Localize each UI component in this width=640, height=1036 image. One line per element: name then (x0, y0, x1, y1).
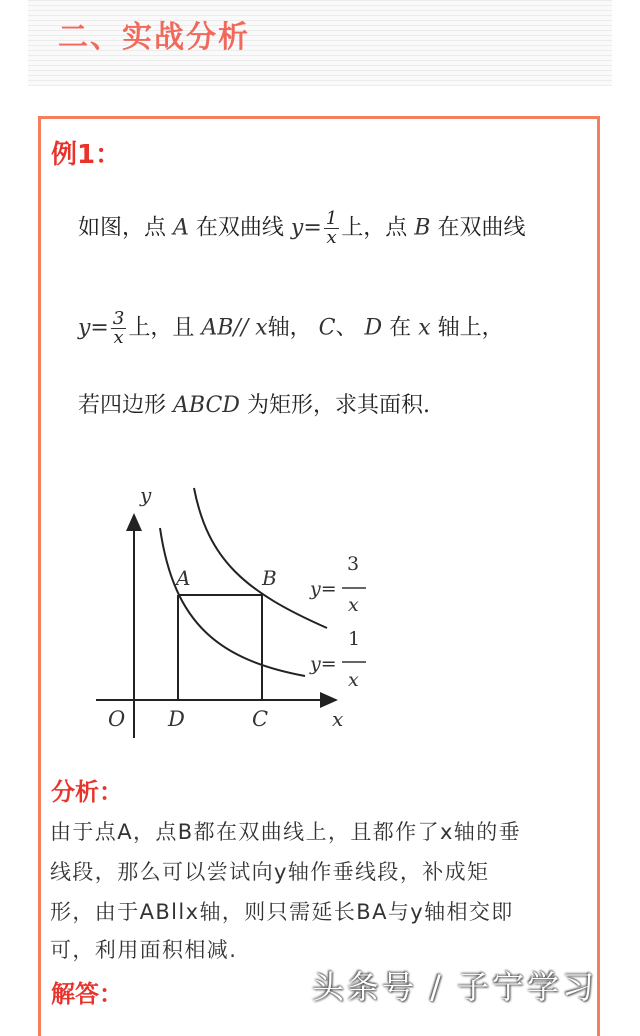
fraction-numerator: 3 (112, 308, 125, 329)
curve3-y-label: y= (310, 578, 337, 600)
point-b: B (414, 215, 431, 241)
quadrilateral-abcd: ABCD (173, 393, 240, 418)
example-label: 例1： (51, 140, 122, 170)
curve1-den: x (348, 669, 359, 691)
y-equals: y= (290, 215, 322, 241)
text: 、 (335, 315, 358, 341)
axis-y-label: y (140, 483, 152, 507)
curve3-den: x (348, 594, 359, 616)
point-c-label: C (252, 707, 269, 731)
curve1-num: 1 (348, 628, 361, 650)
problem-line-3 (78, 388, 430, 419)
fraction-1-over-x (324, 210, 339, 247)
fraction-denominator: x (326, 227, 337, 248)
analysis-line-3: 形，由于ABllx轴，则只需延长BA与y轴相交即 (50, 900, 514, 924)
point-a-label: A (176, 566, 191, 590)
text: 如图，点 (78, 215, 167, 241)
fraction-denominator: x (113, 327, 124, 348)
text: 为矩形，求其面积. (246, 393, 430, 418)
text: 在双曲线 (437, 215, 526, 241)
x-var: x (418, 315, 431, 341)
segment-ab: AB (201, 315, 234, 341)
text: 上，且 (128, 315, 195, 341)
watermark: 头条号 / 子宁学习 (312, 968, 598, 1006)
point-d-label: D (168, 707, 185, 731)
point-b-label: B (262, 566, 277, 590)
curve-y-1-over-x (160, 528, 305, 676)
analysis-line-1: 由于点A，点B都在双曲线上，且都作了x轴的垂 (50, 820, 521, 844)
text: 若四边形 (78, 393, 167, 418)
x-var: x (255, 315, 268, 341)
analysis-line-4: 可，利用面积相减. (50, 938, 238, 962)
problem-line-2 (78, 310, 504, 347)
section-title: 二、实战分析 (58, 20, 250, 55)
analysis-label: 分析： (51, 778, 123, 806)
point-c: C (318, 315, 336, 341)
text: 轴， (267, 315, 312, 341)
fraction-numerator: 1 (325, 208, 338, 229)
problem-line-1 (78, 210, 525, 247)
curve-y-3-over-x (194, 488, 327, 628)
fraction-3-over-x (111, 310, 126, 347)
solution-label: 解答： (51, 980, 123, 1008)
text: 上，点 (341, 215, 408, 241)
point-d: D (364, 315, 383, 341)
text: 在双曲线 (195, 215, 284, 241)
text: 轴上， (437, 315, 504, 341)
text: 在 (389, 315, 412, 341)
curve1-y-label: y= (310, 653, 337, 675)
axis-x-label: x (332, 707, 344, 731)
hyperbola-figure (70, 470, 390, 755)
parallel-symbol: // (233, 315, 249, 341)
point-a: A (173, 215, 189, 241)
origin-label: O (108, 707, 126, 731)
analysis-line-2: 线段，那么可以尝试向y轴作垂线段，补成矩 (50, 860, 490, 884)
curve3-num: 3 (347, 553, 360, 575)
y-equals: y= (78, 315, 109, 341)
